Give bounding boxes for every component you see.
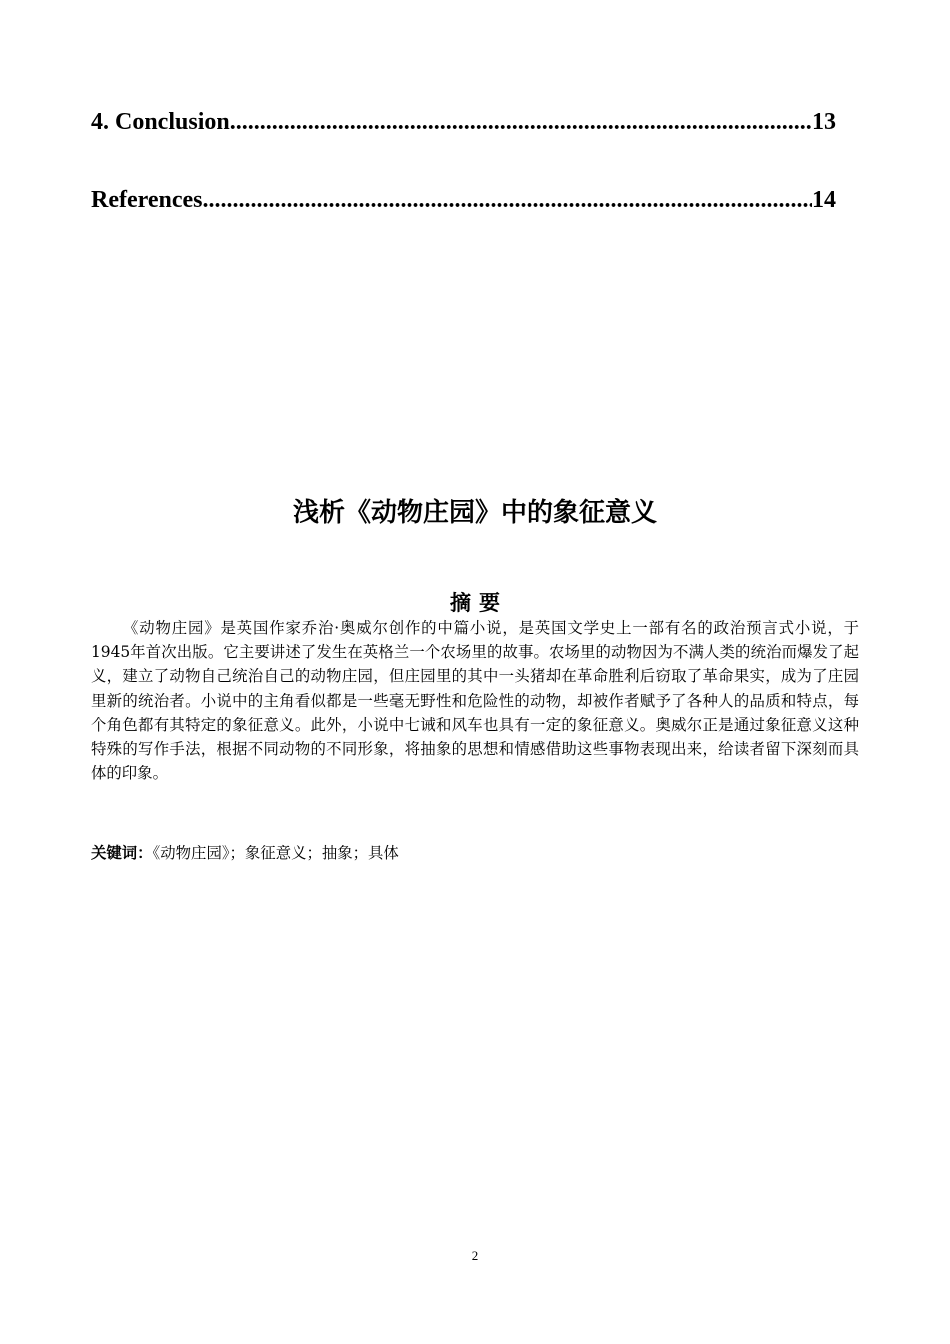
toc-dot-leader: [203, 186, 813, 214]
document-title: 浅析《动物庄园》中的象征意义: [292, 498, 657, 528]
abstract-body: 《动物庄园》是英国作家乔治·奥威尔创作的中篇小说，是英国文学史上一部有名的政治预言式小说，于1945年首次出版。它主要讲述了发生在英格兰一个农场里的故事。农场里的动物因为不满人类的统治而爆发了起义，建立了动物自己统治自己的动物庄园，但庄园里的其中一头猪却在革命胜利后窃取了革命果实，成为了庄园里新的统治者。小说中的主角看似都是一些毫无野性和危险性的动物，却被作者赋予了各种人的品质和特点，每个角色都有其特定的象征意义。此外，小说中七诫和风车也具有一定的象征意义。奥威尔正是通过象征意义这种特殊的写作手法，根据不同动物的不同形象，将抽象的思想和情感借助这些事物表现出来，给读者留下深刻而具体的印象。: [91, 619, 859, 783]
keywords-values: 《动物庄园》；象征意义；抽象；具体: [152, 844, 399, 862]
toc-entry-label: 4. Conclusion: [91, 109, 230, 135]
toc-page-number: 14: [812, 187, 836, 213]
abstract-heading: 摘要: [450, 591, 508, 615]
toc-entry-label: References: [91, 187, 203, 213]
keywords-line: [91, 841, 859, 865]
keywords-label: 关键词：: [91, 844, 153, 862]
toc-entry-references[interactable]: [91, 186, 836, 214]
page-number: 2: [471, 1248, 479, 1263]
toc-dot-leader: [230, 108, 812, 136]
toc-entry-conclusion[interactable]: [91, 108, 836, 136]
toc-page-number: 13: [812, 109, 836, 135]
